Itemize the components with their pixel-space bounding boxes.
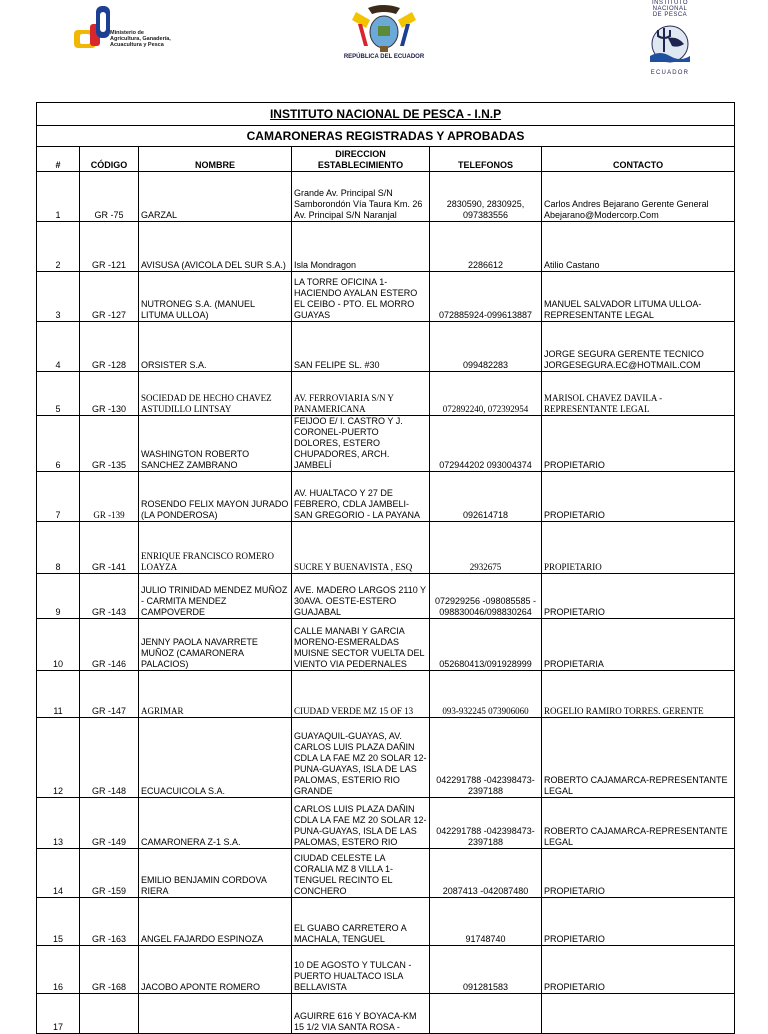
- row-code: GR -127: [80, 272, 139, 322]
- row-name: ENRIQUE FRANCISCO ROMERO LOAYZA: [139, 522, 292, 574]
- inp-text-line: INSTITUTO: [651, 0, 689, 6]
- poseidon-emblem-icon: [644, 22, 696, 68]
- row-address: CALLE MANABI Y GARCIA MORENO-ESMERALDAS MUISNE SECTOR VUELTA DEL VIENTO VIA PEDERNALES: [292, 619, 430, 671]
- row-contact: PROPIETARIO: [542, 416, 735, 472]
- row-name: ECUACUICOLA S.A.: [139, 718, 292, 798]
- row-number: 16: [37, 946, 80, 994]
- row-address: AV. FERROVIARIA S/N Y PANAMERICANA: [292, 372, 430, 416]
- row-number: 17: [37, 994, 80, 1034]
- row-code: GR -146: [80, 619, 139, 671]
- republic-logo: [338, 2, 430, 64]
- row-address: AGUIRRE 616 Y BOYACA-KM 15 1/2 VIA SANTA ROSA -: [292, 994, 430, 1034]
- row-address: SUCRE Y BUENAVISTA , ESQ: [292, 522, 430, 574]
- row-name: AVISUSA (AVICOLA DEL SUR S.A.): [139, 222, 292, 272]
- inp-logo: [640, 0, 700, 80]
- row-address: CIUDAD CELESTE LA CORALIA MZ 8 VILLA 1-TENGUEL RECINTO EL CONCHERO: [292, 849, 430, 898]
- row-contact: Atilio Castano: [542, 222, 735, 272]
- row-phones: 2932675: [430, 522, 542, 574]
- row-address: AV. HUALTACO Y 27 DE FEBRERO, CDLA JAMBELI-SAN GREGORIO - LA PAYANA: [292, 472, 430, 522]
- row-phones: 2286612: [430, 222, 542, 272]
- row-contact: PROPIETARIO: [542, 574, 735, 619]
- row-number: 5: [37, 372, 80, 416]
- row-contact: PROPIETARIO: [542, 898, 735, 946]
- table-row: [37, 798, 735, 849]
- row-number: 9: [37, 574, 80, 619]
- column-header-code: CÓDIGO: [80, 147, 139, 172]
- row-address: AVE. MADERO LARGOS 2110 Y 30AVA. OESTE-ESTERO GUAJABAL: [292, 574, 430, 619]
- table-row: [37, 946, 735, 994]
- row-contact: PROPIETARIO: [542, 849, 735, 898]
- row-number: 7: [37, 472, 80, 522]
- row-contact: JORGE SEGURA GERENTE TECNICO JORGESEGURA.EC@HOTMAIL.COM: [542, 322, 735, 372]
- row-contact: PROPIETARIO: [542, 522, 735, 574]
- table-row: [37, 522, 735, 574]
- row-number: 13: [37, 798, 80, 849]
- row-address: CARLOS LUIS PLAZA DAÑIN CDLA LA FAE MZ 20 SOLAR 12-PUNA-GUAYAS, ISLA DE LAS PALOMAS, ESTERO RIO: [292, 798, 430, 849]
- column-header-address: DIRECCION ESTABLECIMIENTO: [292, 147, 430, 172]
- row-contact: ROBERTO CAJAMARCA-REPRESENTANTE LEGAL: [542, 718, 735, 798]
- row-code: GR -147: [80, 671, 139, 718]
- table-row: [37, 222, 735, 272]
- table-row: [37, 671, 735, 718]
- table-row: [37, 898, 735, 946]
- row-phones: 2087413 -042087480: [430, 849, 542, 898]
- column-header-phones: TELEFONOS: [430, 147, 542, 172]
- row-name: GARZAL: [139, 172, 292, 222]
- row-number: 14: [37, 849, 80, 898]
- row-name: JULIO TRINIDAD MENDEZ MUÑOZ - CARMITA MENDEZ CAMPOVERDE: [139, 574, 292, 619]
- table-subtitle: CAMARONERAS REGISTRADAS Y APROBADAS: [37, 126, 735, 147]
- table-row: [37, 322, 735, 372]
- row-code: GR -163: [80, 898, 139, 946]
- column-header-contact: CONTACTO: [542, 147, 735, 172]
- row-phones: 072944202 093004374: [430, 416, 542, 472]
- row-address: FEIJOO E/ I. CASTRO Y J. CORONEL-PUERTO DOLORES, ESTERO CHUPADORES, ARCH. JAMBELÍ: [292, 416, 430, 472]
- table-row: [37, 416, 735, 472]
- row-number: 1: [37, 172, 80, 222]
- row-phones: 072929256 -098085585 - 098830046/098830264: [430, 574, 542, 619]
- row-number: 12: [37, 718, 80, 798]
- republic-text: REPÚBLICA DEL ECUADOR: [343, 54, 425, 60]
- row-code: GR -130: [80, 372, 139, 416]
- inp-text-line: DE PESCA: [652, 12, 688, 18]
- registry-table: [36, 102, 735, 1034]
- table-row: [37, 172, 735, 222]
- row-phones: 042291788 -042398473-2397188: [430, 798, 542, 849]
- table-row: [37, 272, 735, 322]
- row-contact: PROPIETARIO: [542, 472, 735, 522]
- row-phones: 042291788 -042398473-2397188: [430, 718, 542, 798]
- row-name: WASHINGTON ROBERTO SANCHEZ ZAMBRANO: [139, 416, 292, 472]
- row-address: Isla Mondragon: [292, 222, 430, 272]
- table-header-row: [37, 147, 735, 172]
- table-title: INSTITUTO NACIONAL DE PESCA - I.N.P: [37, 103, 735, 126]
- row-contact: PROPIETARIA: [542, 619, 735, 671]
- ministry-emblem-icon: [72, 4, 112, 56]
- row-name: ANGEL FAJARDO ESPINOZA: [139, 898, 292, 946]
- row-phones: 091281583: [430, 946, 542, 994]
- row-number: 11: [37, 671, 80, 718]
- row-phones: 91748740: [430, 898, 542, 946]
- row-phones: 2830590, 2830925, 097383556: [430, 172, 542, 222]
- row-address: SAN FELIPE SL. #30: [292, 322, 430, 372]
- row-contact: ROGELIO RAMIRO TORRES. GERENTE: [542, 671, 735, 718]
- row-contact: MARISOL CHAVEZ DAVILA - REPRESENTANTE LEGAL: [542, 372, 735, 416]
- row-code: GR -139: [80, 472, 139, 522]
- table-row: [37, 994, 735, 1034]
- column-header-number: #: [37, 147, 80, 172]
- coat-of-arms-icon: [338, 2, 430, 54]
- row-address: GUAYAQUIL-GUAYAS, AV. CARLOS LUIS PLAZA DAÑIN CDLA LA FAE MZ 20 SOLAR 12-PUNA-GUAYAS, ISLA DE LAS PALOMAS, ESTERIO RIO GRANDE: [292, 718, 430, 798]
- row-phones: 072892240, 072392954: [430, 372, 542, 416]
- table-row: [37, 472, 735, 522]
- ministry-text-line: Ministerio de: [110, 30, 144, 36]
- row-name: JACOBO APONTE ROMERO: [139, 946, 292, 994]
- row-phones: [430, 994, 542, 1034]
- row-contact: PROPIETARIO: [542, 946, 735, 994]
- row-address: CIUDAD VERDE MZ 15 OF 13: [292, 671, 430, 718]
- row-code: GR -128: [80, 322, 139, 372]
- row-number: 6: [37, 416, 80, 472]
- row-name: NUTRONEG S.A. (MANUEL LITUMA ULLOA): [139, 272, 292, 322]
- row-code: GR -168: [80, 946, 139, 994]
- table-row: [37, 574, 735, 619]
- ministry-text-line: Agricultura, Ganadería,: [110, 36, 171, 42]
- row-address: 10 DE AGOSTO Y TULCAN - PUERTO HUALTACO ISLA BELLAVISTA: [292, 946, 430, 994]
- row-address: LA TORRE OFICINA 1-HACIENDO AYALAN ESTERO EL CEIBO - PTO. EL MORRO GUAYAS: [292, 272, 430, 322]
- row-phones: 052680413/091928999: [430, 619, 542, 671]
- row-number: 8: [37, 522, 80, 574]
- row-phones: 092614718: [430, 472, 542, 522]
- row-contact: ROBERTO CAJAMARCA-REPRESENTANTE LEGAL: [542, 798, 735, 849]
- row-address: Grande Av. Principal S/N Samborondón Vía Taura Km. 26 Av. Principal S/N Naranjal: [292, 172, 430, 222]
- inp-text-line: NACIONAL: [652, 6, 688, 12]
- row-code: GR -141: [80, 522, 139, 574]
- row-name: [139, 994, 292, 1034]
- row-name: ORSISTER S.A.: [139, 322, 292, 372]
- row-number: 2: [37, 222, 80, 272]
- table-row: [37, 619, 735, 671]
- row-code: [80, 994, 139, 1034]
- row-code: GR -159: [80, 849, 139, 898]
- header-logos: [0, 0, 768, 100]
- row-name: EMILIO BENJAMIN CORDOVA RIERA: [139, 849, 292, 898]
- row-number: 4: [37, 322, 80, 372]
- row-name: CAMARONERA Z-1 S.A.: [139, 798, 292, 849]
- table-row: [37, 849, 735, 898]
- row-number: 3: [37, 272, 80, 322]
- row-phones: 093-932245 073906060: [430, 671, 542, 718]
- row-number: 15: [37, 898, 80, 946]
- row-code: GR -75: [80, 172, 139, 222]
- row-contact: MANUEL SALVADOR LITUMA ULLOA-REPRESENTANTE LEGAL: [542, 272, 735, 322]
- row-number: 10: [37, 619, 80, 671]
- ministry-logo: [72, 4, 202, 56]
- table-row: [37, 718, 735, 798]
- row-address: EL GUABO CARRETERO A MACHALA, TENGUEL: [292, 898, 430, 946]
- row-phones: 072885924-099613887: [430, 272, 542, 322]
- ministry-text-line: Acuacultura y Pesca: [110, 42, 164, 48]
- row-code: GR -149: [80, 798, 139, 849]
- row-name: JENNY PAOLA NAVARRETE MUÑOZ (CAMARONERA PALACIOS): [139, 619, 292, 671]
- row-phones: 099482283: [430, 322, 542, 372]
- row-code: GR -135: [80, 416, 139, 472]
- row-name: SOCIEDAD DE HECHO CHAVEZ ASTUDILLO LINTSAY: [139, 372, 292, 416]
- column-header-name: NOMBRE: [139, 147, 292, 172]
- row-code: GR -148: [80, 718, 139, 798]
- row-name: AGRIMAR: [139, 671, 292, 718]
- row-contact: Carlos Andres Bejarano Gerente General Abejarano@Modercorp.Com: [542, 172, 735, 222]
- inp-country-text: ECUADOR: [650, 70, 690, 76]
- row-code: GR -121: [80, 222, 139, 272]
- row-code: GR -143: [80, 574, 139, 619]
- row-contact: [542, 994, 735, 1034]
- row-name: ROSENDO FELIX MAYON JURADO (LA PONDEROSA): [139, 472, 292, 522]
- table-row: [37, 372, 735, 416]
